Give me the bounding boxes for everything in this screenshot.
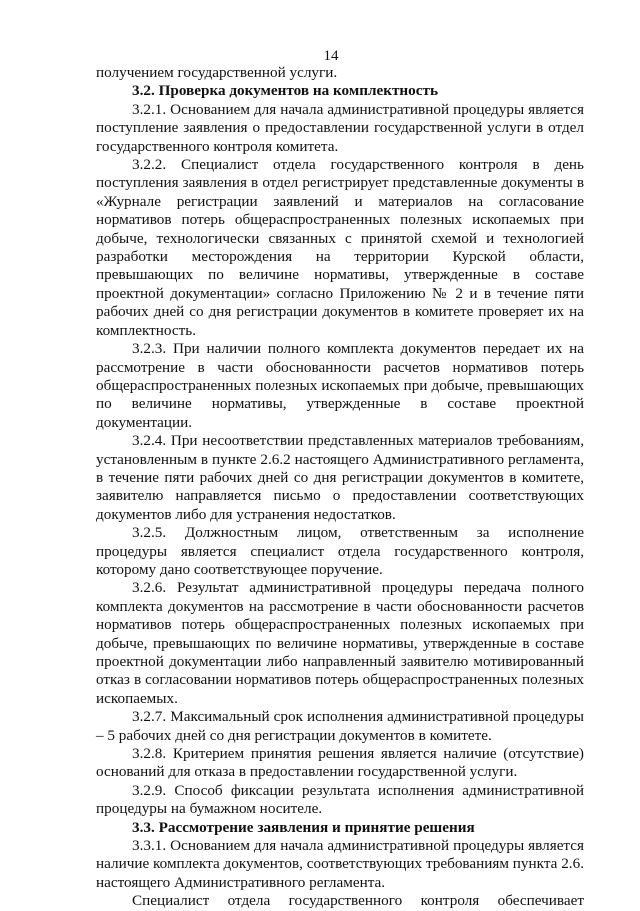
paragraph: 3.3.1. Основанием для начала административной процедуры является наличие комплекта документов, соответствующих требованиям пункта 2.6. настоящего Административного регламента. [96, 837, 584, 891]
paragraph: 3.2.3. При наличии полного комплекта документов передает их на рассмотрение в части обоснованности расчетов нормативов потерь общераспространенных полезных ископаемых при добыче, превышающих по величине нормативы, утвержденные в составе проектной документации. [96, 340, 584, 431]
paragraph: получением государственной услуги. [96, 64, 338, 81]
paragraph: 3.2.5. Должностным лицом, ответственным за исполнение процедуры является специалист отдела государственного контроля, которому дано соответствующее поручение. [96, 524, 584, 578]
paragraph: 3.2.7. Максимальный срок исполнения административной процедуры – 5 рабочих дней со дня регистрации документов в комитете. [96, 708, 584, 744]
paragraph: Специалист отдела государственного контроля обеспечивает [132, 892, 584, 910]
paragraph: 3.2.1. Основанием для начала административной процедуры является поступление заявления о предоставлении государственной услуги в отдел государственного контроля комитета. [96, 100, 584, 155]
document-body [96, 64, 584, 911]
paragraph: 3.2.6. Результат административной процедуры передача полного комплекта документов на рассмотрение в части обоснованности расчетов нормативов потерь общераспространенных полезных ископаемых при добыче, превышающих по величине нормативы, утвержденные в составе проектной документации либо направленный заявителю мотивированный отказ в согласовании нормативов потерь общераспространенных полезных ископаемых. [96, 579, 584, 707]
paragraph: 3.2.8. Критерием принятия решения является наличие (отсутствие) оснований для отказа в предоставлении государственной услуги. [96, 745, 584, 781]
paragraph: 3.2.4. При несоответствии представленных материалов требованиям, установленным в пункте 2.6.2 настоящего Административного регламента, в течение пяти рабочих дней со дня регистрации документов в комитете, заявителю направляется письмо о предоставлении соответствующих документов либо для устранения недостатков. [96, 432, 584, 523]
page-number: 14 [323, 48, 339, 64]
section-heading: 3.3. Рассмотрение заявления и принятие решения [132, 818, 475, 836]
section-heading: 3.2. Проверка документов на комплектность [132, 82, 439, 100]
paragraph: 3.2.2. Специалист отдела государственного контроля в день поступления заявления в отдел регистрирует представленные документы в «Журнале регистрации заявлений и материалов на согласование нормативов потерь общераспространенных полезных ископаемых при добыче, технологически связанных с принятой схемой и технологией разработки месторождения на территории Курской области, превышающих по величине нормативы, утвержденные в составе проектной документации» согласно Приложению № 2 и в течение пяти рабочих дней со дня регистрации документов в комитете проверяет их на комплектность. [96, 156, 584, 339]
paragraph: 3.2.9. Способ фиксации результата исполнения административной процедуры на бумажном носителе. [96, 781, 584, 818]
